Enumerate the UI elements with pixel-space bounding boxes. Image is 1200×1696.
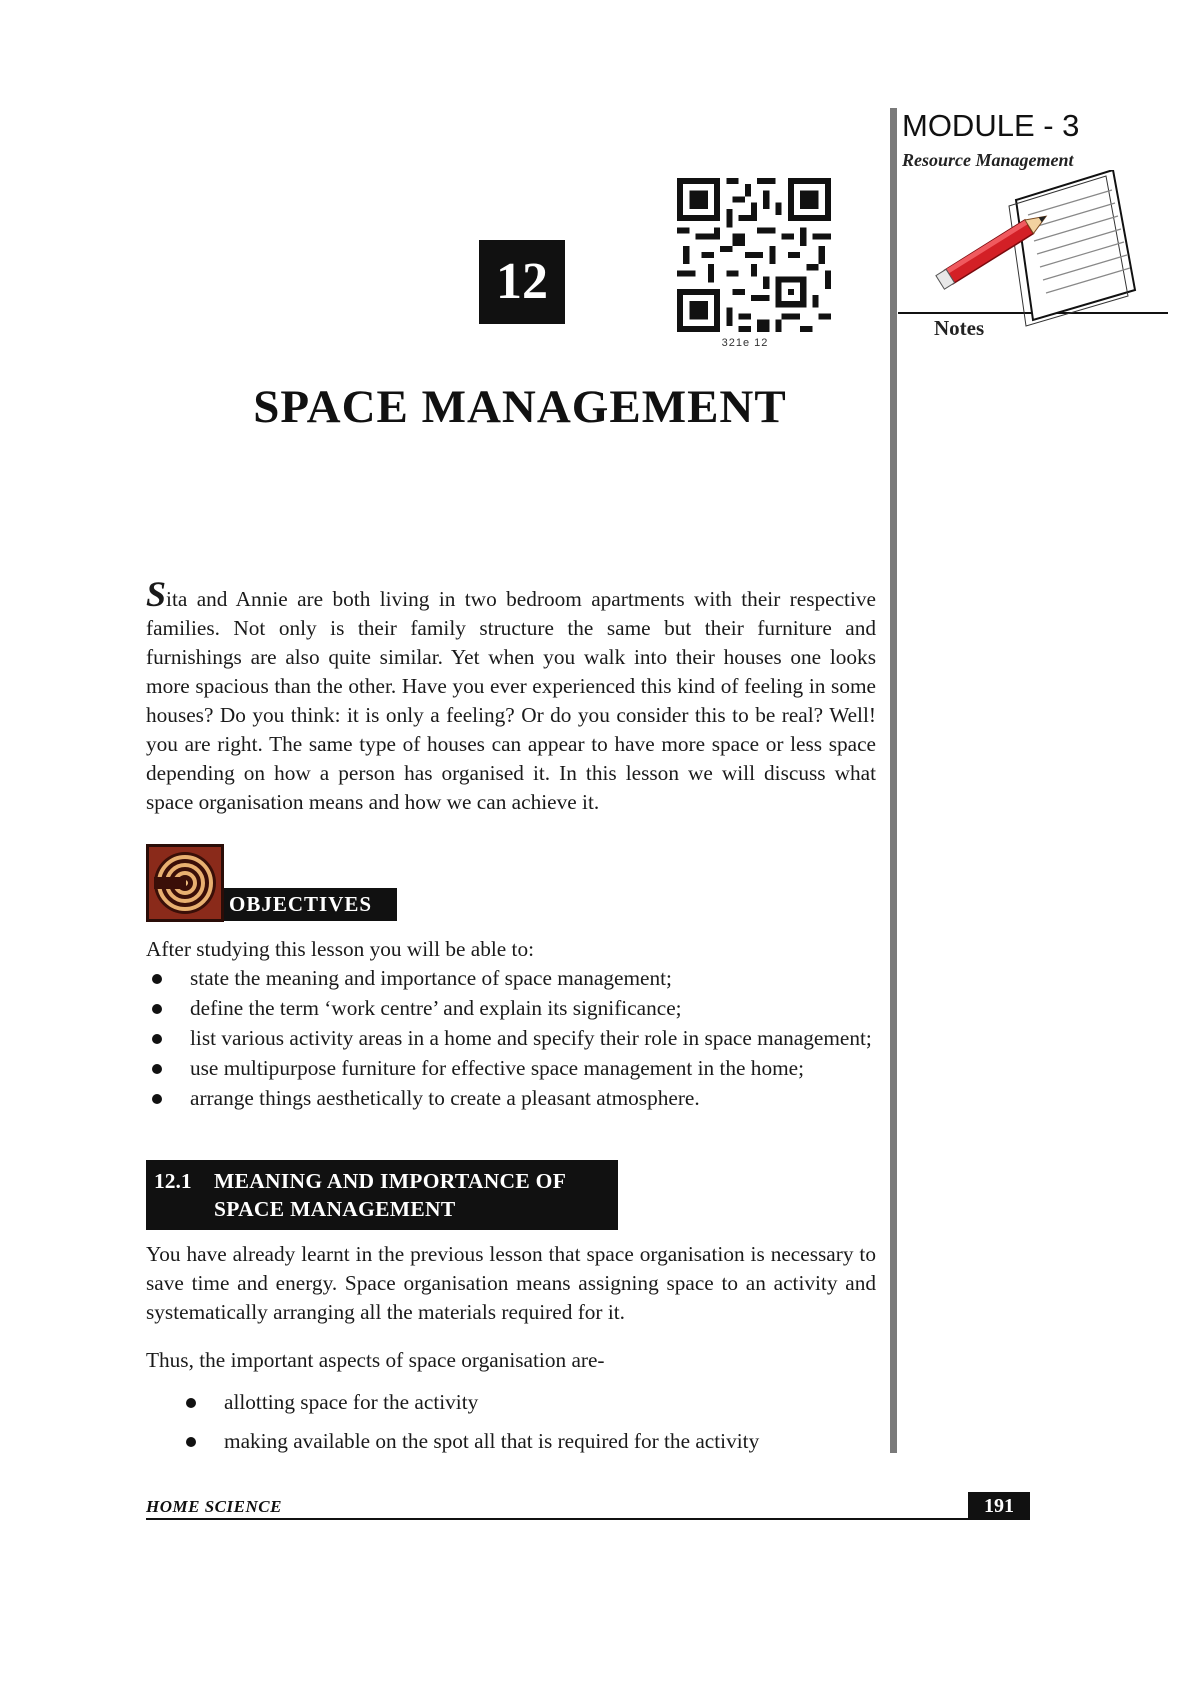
objectives-heading: OBJECTIVES <box>224 888 397 921</box>
section-heading <box>146 1160 618 1230</box>
list-item: arrange things aesthetically to create a pleasant atmosphere. <box>146 1084 876 1113</box>
aspects-list <box>180 1388 880 1466</box>
list-item: allotting space for the activity <box>180 1388 880 1417</box>
bullet-icon <box>152 1004 162 1014</box>
intro-paragraph <box>146 574 876 817</box>
list-item: define the term ‘work centre’ and explain its significance; <box>146 994 876 1023</box>
bullet-icon <box>152 974 162 984</box>
module-title: MODULE - 3 <box>902 108 1080 143</box>
aspects-intro: Thus, the important aspects of space organisation are- <box>146 1348 605 1372</box>
drop-cap: S <box>146 574 167 614</box>
section-number: 12.1 <box>154 1169 192 1193</box>
list-item: list various activity areas in a home and specify their role in space management; <box>146 1024 876 1053</box>
bullet-icon <box>152 1034 162 1044</box>
margin-rule <box>890 108 897 1453</box>
qr-caption: 321e 12 <box>721 337 769 349</box>
page-number: 191 <box>968 1492 1030 1520</box>
bullet-icon <box>186 1398 196 1408</box>
footer-label: HOME SCIENCE <box>146 1497 282 1516</box>
list-item: state the meaning and importance of space management; <box>146 964 876 993</box>
section-paragraph: You have already learnt in the previous lesson that space organisation is necessary to save time and energy. Space organisation means assigning space to an activity and systematically arranging all the materials required for it. <box>146 1242 876 1324</box>
module-subtitle: Resource Management <box>902 150 1074 170</box>
section-title-line2: SPACE MANAGEMENT <box>214 1197 456 1221</box>
bullet-icon <box>186 1437 196 1447</box>
intro-text: ita and Annie are both living in two bedroom apartments with their respective families. Not only is their family structure the same but their furniture and furnishings are also quite similar. Yet when you walk into their houses one looks more spacious than the other. Have you ever experienced this kind of feeling in some houses? Do you think: it is only a feeling? Or do you consider this to be real? Well! you are right. The same type of houses can appear to have more space or less space depending on how a person has organised it. In this lesson we will discuss what space organisation means and how we can achieve it. <box>146 587 876 814</box>
chapter-number: 12 <box>479 240 565 324</box>
notes-label: Notes <box>934 316 985 340</box>
chapter-title: SPACE MANAGEMENT <box>253 381 787 433</box>
section-title-line1: MEANING AND IMPORTANCE OF <box>214 1169 567 1193</box>
section-title <box>214 1167 604 1223</box>
footer-rule <box>146 1518 1030 1520</box>
objectives-target-icon <box>146 844 224 922</box>
list-item: making available on the spot all that is required for the activity <box>180 1427 880 1456</box>
bullet-icon <box>152 1064 162 1074</box>
bullet-icon <box>152 1094 162 1104</box>
objectives-list <box>146 964 876 1114</box>
list-item: use multipurpose furniture for effective space management in the home; <box>146 1054 876 1083</box>
qr-code-icon[interactable] <box>677 178 831 332</box>
objectives-intro: After studying this lesson you will be able to: <box>146 937 535 961</box>
